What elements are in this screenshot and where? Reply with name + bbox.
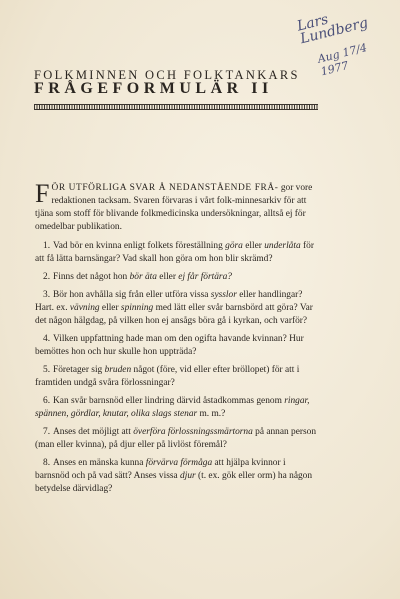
document-title: FOLKMINNEN OCH FOLKTANKARS [34, 68, 300, 82]
question-number: 1. [43, 241, 51, 251]
question-item [35, 333, 320, 359]
question-emphasis: bruden [104, 365, 132, 375]
signature-date: Aug 17/4 1977 [316, 40, 369, 79]
question-text: Vad bör en kvinna enligt folkets föreställning [53, 241, 226, 251]
question-text: på annan person (man eller kvinna), på djur eller på livlöst föremål? [35, 427, 317, 450]
question-emphasis: ej får förtära? [178, 272, 232, 282]
question-emphasis: ringar, spännen, gördlar, knutar, olika slags stenar [35, 396, 310, 419]
question-text: m. m.? [197, 409, 226, 419]
question-text: (t. ex. gök eller orm) ha någon betydelse därvidlag? [35, 471, 313, 494]
question-item [35, 457, 320, 496]
question-emphasis: förvärva förmåga [145, 458, 213, 468]
question-text: för att få lätta barnsängar? Vad skall hon göra om hon blir skrämd? [35, 241, 314, 264]
question-number: 8. [43, 458, 51, 468]
drop-cap: F [35, 179, 50, 208]
question-emphasis: djur [180, 471, 196, 481]
question-emphasis: underlåta [264, 241, 301, 251]
question-text: eller [156, 272, 179, 282]
intro-paragraph [35, 179, 320, 234]
question-text: Anses en mänska kunna [53, 458, 146, 468]
intro-lead: ÖR UTFÖRLIGA SVAR Å NEDANSTÅENDE FRÅ- [51, 183, 279, 193]
document-subtitle: FRÅGEFORMULÄR II [34, 80, 273, 97]
decorative-rule [34, 104, 318, 110]
question-item [35, 289, 320, 328]
question-emphasis: sysslor [210, 290, 237, 300]
question-number: 3. [43, 290, 51, 300]
question-emphasis: spinning [120, 303, 154, 313]
question-text: Finns det något hon [53, 272, 130, 282]
question-number: 6. [43, 396, 51, 406]
question-text: något (före, vid eller efter bröllopet) för att i framtiden undgå svåra förlossningar? [35, 365, 300, 388]
question-text: Företager sig [53, 365, 105, 375]
question-text: med lätt eller svår barnsbörd att göra? Var det någon hälgdag, på vilken hon ej ansågs böra gå i kyrkan, och varför? [35, 303, 313, 326]
question-text: Anses det möjligt att [53, 427, 134, 437]
question-number: 7. [43, 427, 51, 437]
question-text: Vilken uppfattning hade man om den ogifta havande kvinnan? Hur bemöttes hon och hur skulle hon uppträda? [35, 334, 304, 357]
question-item [35, 271, 320, 284]
document-body [35, 179, 320, 501]
question-text: att hjälpa kvinnor i barnsnöd och på vad sätt? Anses vissa [35, 458, 286, 481]
question-item [35, 426, 320, 452]
question-item [35, 240, 320, 266]
question-number: 5. [43, 365, 51, 375]
question-number: 4. [43, 334, 51, 344]
question-item [35, 364, 320, 390]
signature-name: Lars Lundberg [295, 11, 370, 48]
question-text: Bör hon avhålla sig från eller utföra vissa [53, 290, 211, 300]
question-item [35, 395, 320, 421]
question-text: eller handlingar? Hart. ex. [35, 290, 303, 313]
question-number: 2. [43, 272, 51, 282]
question-text: eller [242, 241, 265, 251]
question-list [35, 240, 320, 496]
intro-text: gor vore redaktionen tacksam. Svaren förvaras i vårt folk-minnesarkiv för att tjäna som stoff för blivande folkmedicinska undersökningar, alltså ej för omedelbar publikation. [35, 183, 313, 232]
question-emphasis: vävning [69, 303, 100, 313]
question-emphasis: göra [225, 241, 243, 251]
question-text: Kan svår barnsnöd eller lindring därvid åstadkommas genom [53, 396, 285, 406]
question-text: eller [99, 303, 121, 313]
question-emphasis: överföra förlossningssmärtorna [133, 427, 253, 437]
question-emphasis: bör äta [129, 272, 157, 282]
